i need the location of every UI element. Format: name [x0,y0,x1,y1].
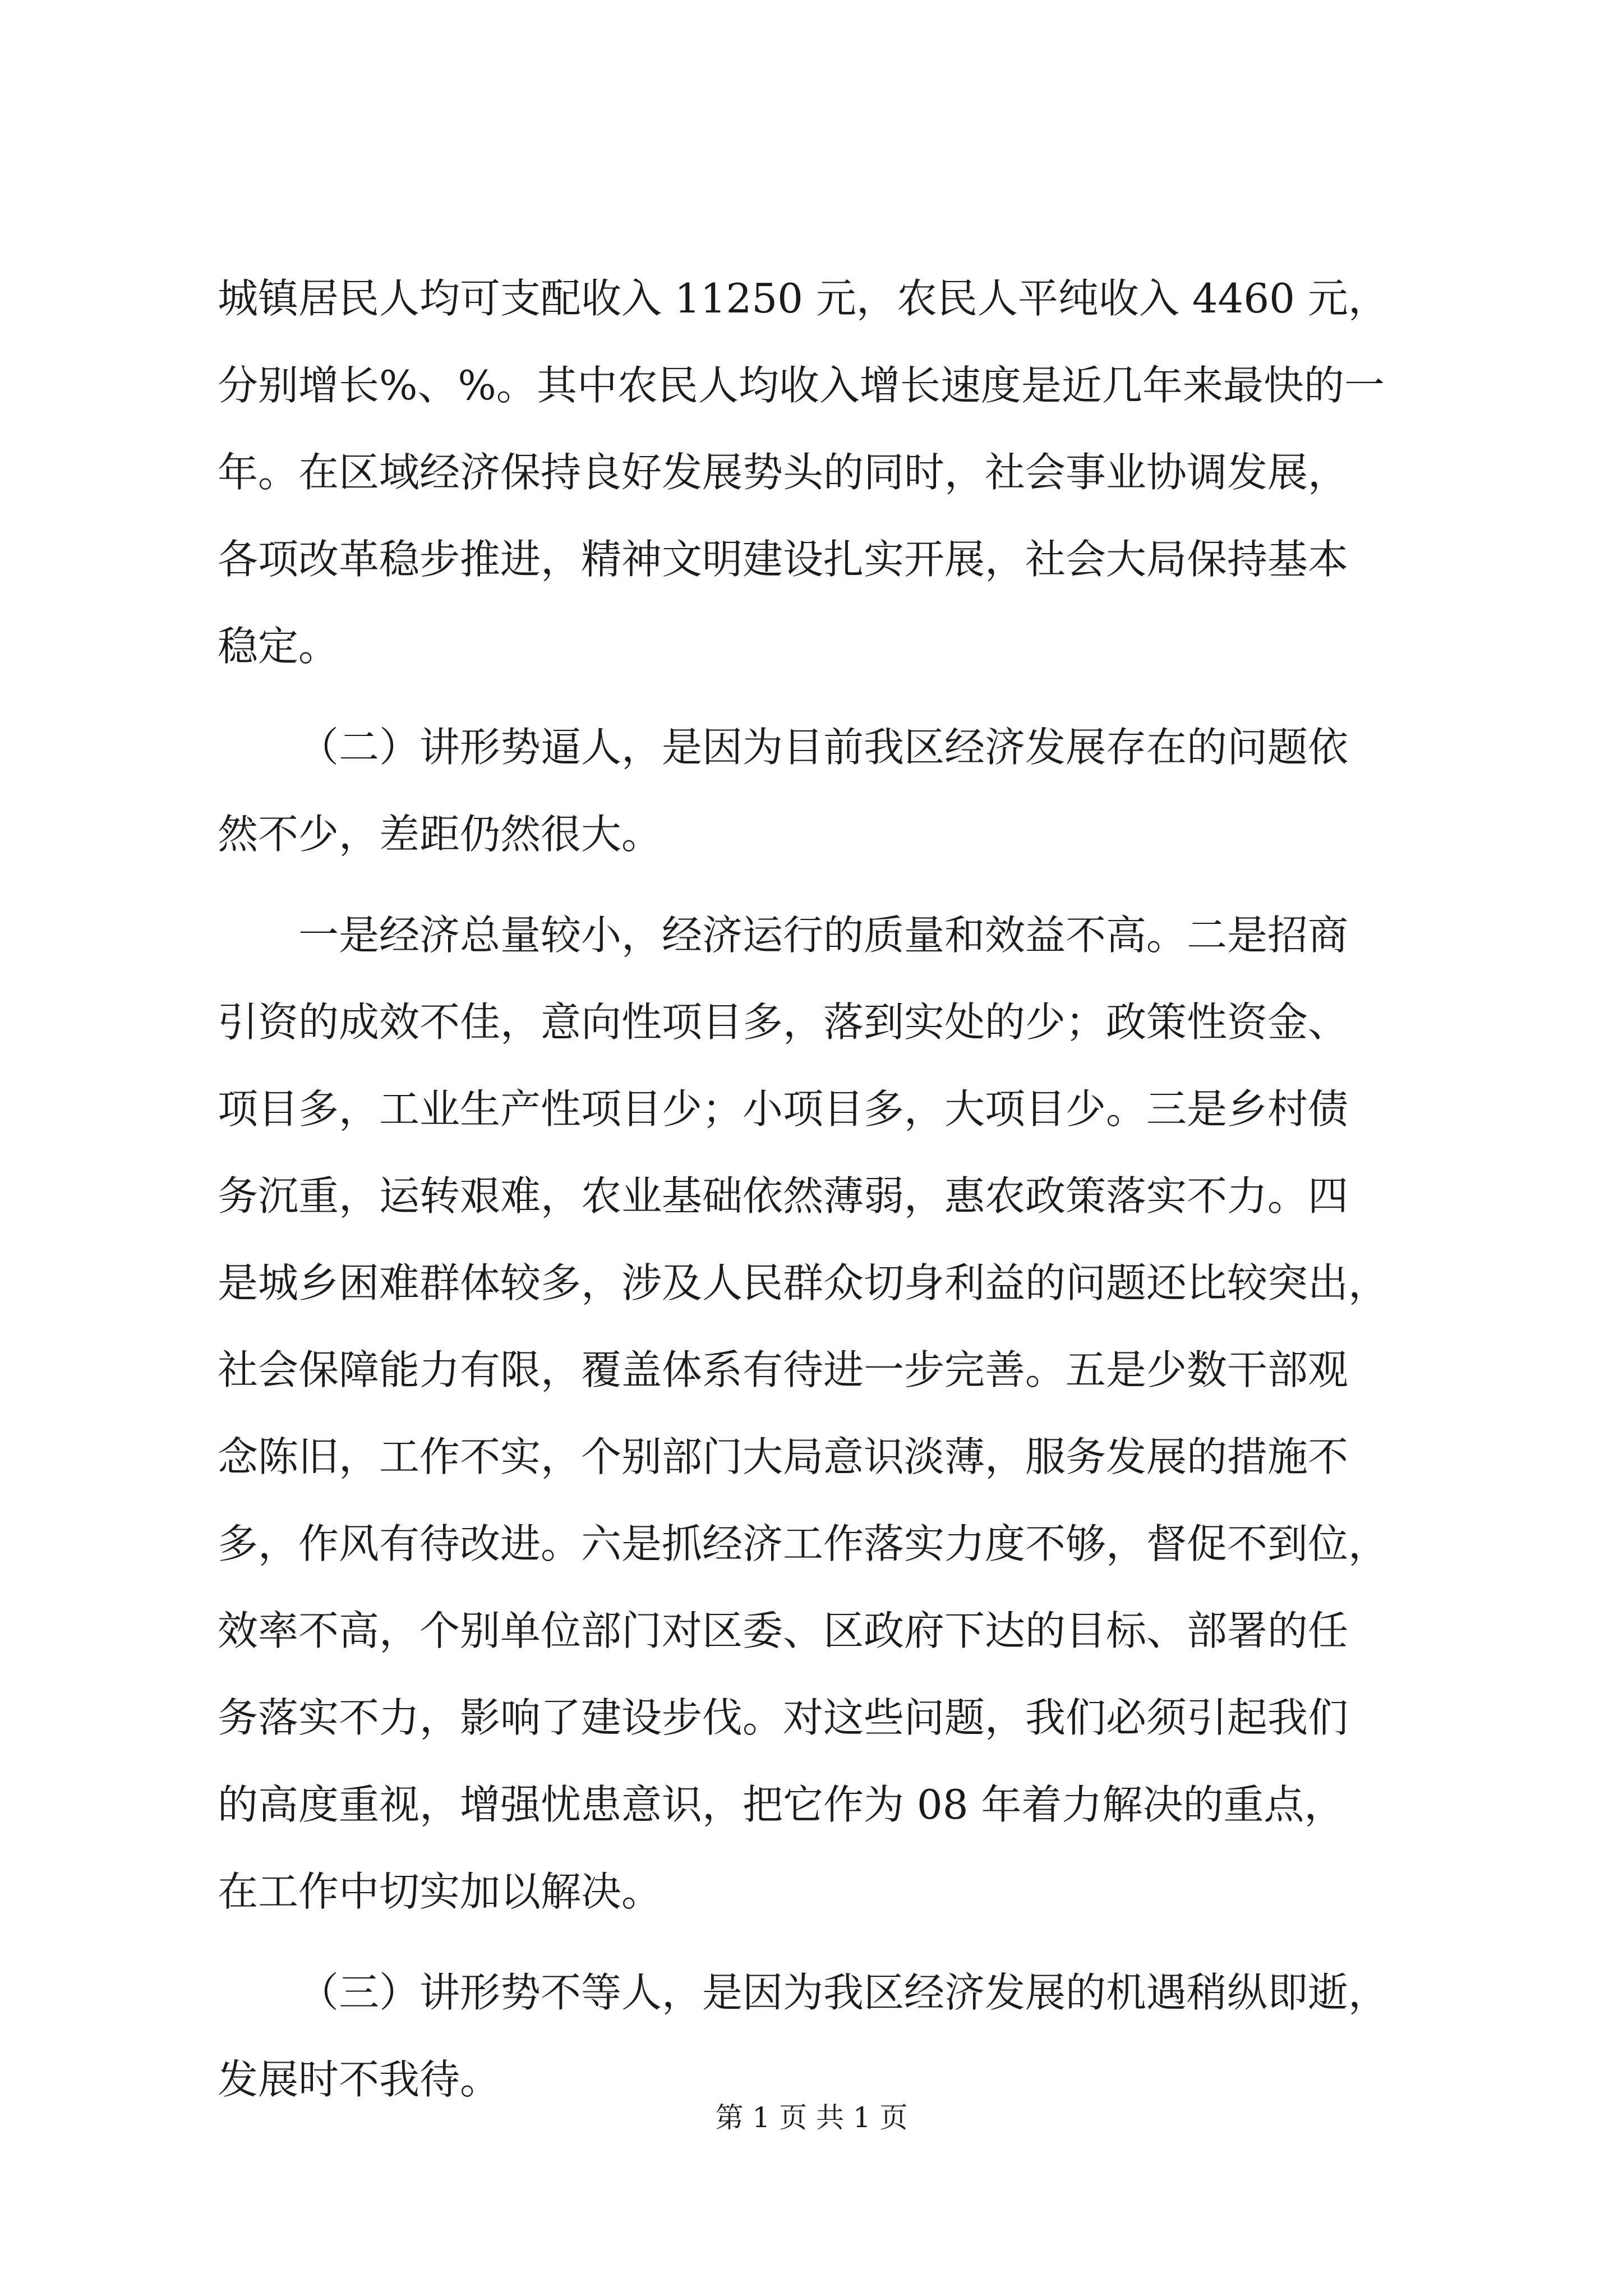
text-line: 城镇居民人均可支配收入 11250 元，农民人平纯收入 4460 元， [218,275,1389,322]
text-line: 务沉重，运转艰难，农业基础依然薄弱，惠农政策落实不力。四 [218,1172,1349,1220]
section-heading-line: 然不少，差距仍然很大。 [218,811,662,858]
text-line: 社会保障能力有限，覆盖体系有待进一步完善。五是少数干部观 [218,1346,1349,1393]
text-line: 引资的成效不佳，意向性项目多，落到实处的少；政策性资金、 [218,999,1349,1046]
text-line: 一是经济总量较小，经济运行的质量和效益不高。二是招商 [298,912,1349,959]
text-line: 是城乡困难群体较多，涉及人民群众切身利益的问题还比较突出， [218,1259,1389,1306]
text-line: 的高度重视，增强忧患意识，把它作为 08 年着力解决的重点， [218,1781,1345,1828]
text-line: 务落实不力，影响了建设步伐。对这些问题，我们必须引起我们 [218,1694,1349,1741]
text-line: 稳定。 [218,623,339,670]
text-line: 多，作风有待改进。六是抓经济工作落实力度不够，督促不到位， [218,1520,1389,1567]
section-heading-line: （二）讲形势逼人，是因为目前我区经济发展存在的问题依 [298,724,1349,771]
text-line: 效率不高，个别单位部门对区委、区政府下达的目标、部署的任 [218,1607,1349,1654]
document-body [218,255,1404,2123]
text-line: 在工作中切实加以解决。 [218,1868,662,1915]
text-line: 分别增长%、%。其中农民人均收入增长速度是近几年来最快的一 [218,362,1385,409]
text-line: 念陈旧，工作不实，个别部门大局意识淡薄，服务发展的措施不 [218,1433,1349,1480]
text-line: 各项改革稳步推进，精神文明建设扎实开展，社会大局保持基本 [218,536,1349,583]
text-line: 项目多，工业生产性项目少；小项目多，大项目少。三是乡村债 [218,1085,1349,1133]
page-number-footer: 第 1 页 共 1 页 [715,2101,908,2134]
text-line: 年。在区域经济保持良好发展势头的同时，社会事业协调发展， [218,449,1349,496]
section-heading-line: （三）讲形势不等人，是因为我区经济发展的机遇稍纵即逝， [298,1969,1389,2016]
section-heading-line: 发展时不我待。 [218,2056,501,2103]
